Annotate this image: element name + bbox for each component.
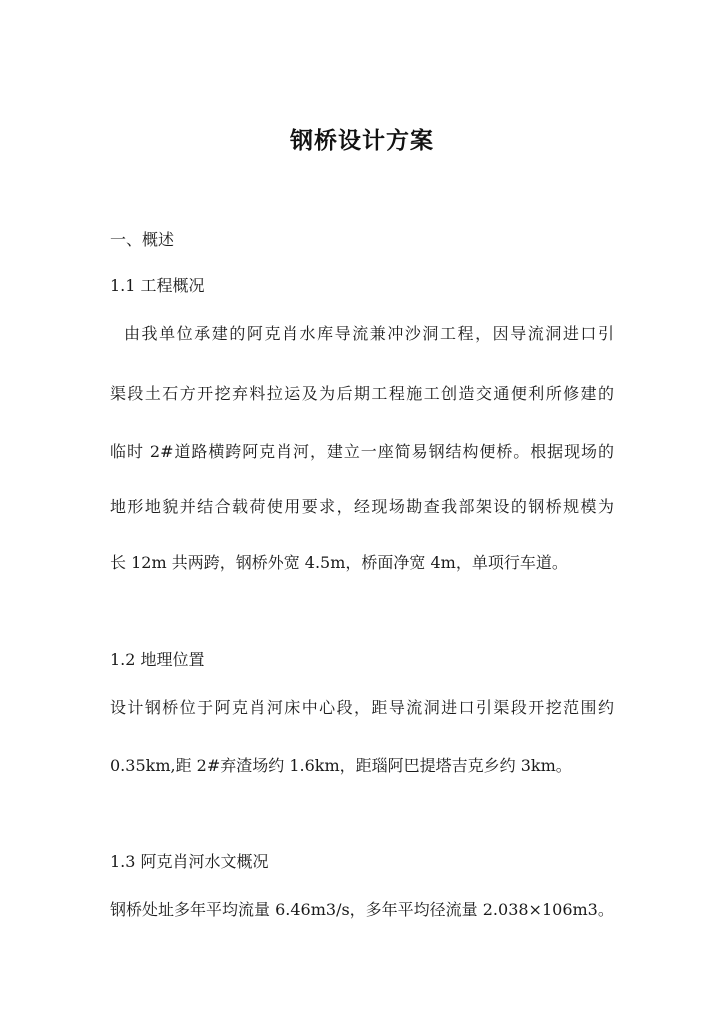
paragraph-line: 渠段土石方开挖弃料拉运及为后期工程施工创造交通便利所修建的 — [110, 384, 614, 403]
paragraph-line: 0.35km,距 2#弃渣场约 1.6km，距瑙阿巴提塔吉克乡约 3km。 — [110, 756, 572, 775]
paragraph-line: 长 12m 共两跨，钢桥外宽 4.5m，桥面净宽 4m，单项行车道。 — [110, 553, 568, 572]
section-heading-hydrology: 1.3 阿克肖河水文概况 — [110, 852, 269, 871]
document-title: 钢桥设计方案 — [290, 128, 434, 154]
section-heading-overview: 一、概述 — [110, 230, 175, 249]
section-heading-location: 1.2 地理位置 — [110, 650, 205, 669]
paragraph-line: 临时 2#道路横跨阿克肖河，建立一座简易钢结构便桥。根据现场的 — [110, 442, 614, 461]
paragraph-line: 钢桥处址多年平均流量 6.46m3/s，多年平均径流量 2.038×106m3。 — [110, 900, 614, 919]
paragraph-line: 设计钢桥位于阿克肖河床中心段，距导流洞进口引渠段开挖范围约 — [110, 698, 614, 717]
section-heading-project-overview: 1.1 工程概况 — [110, 276, 205, 295]
paragraph-line: 由我单位承建的阿克肖水库导流兼冲沙洞工程，因导流洞进口引 — [124, 324, 614, 343]
paragraph-line: 地形地貌并结合载荷使用要求，经现场勘查我部架设的钢桥规模为 — [110, 497, 614, 516]
